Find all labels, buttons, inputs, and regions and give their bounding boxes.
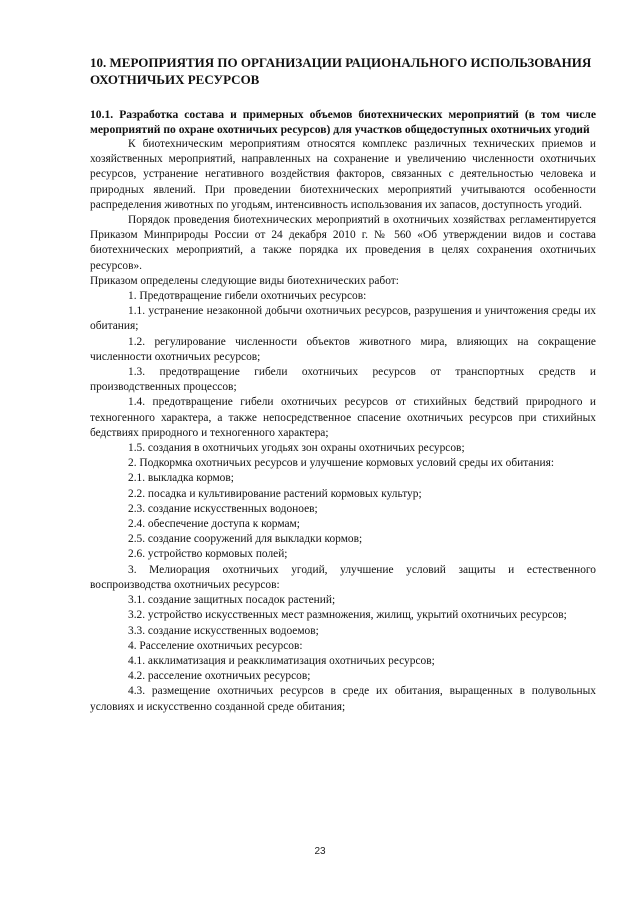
paragraph-regulation: Порядок проведения биотехнических мероприятий в охотничьих хозяйствах регламентируется Приказом Минприроды России от 24 декабря 2010 г. № 560 «Об утверждении видов и состава биотехнических мероприятий, а также порядка их проведения в целях сохранения охотничьих ресурсов».	[90, 214, 596, 272]
list-item: 3.1. создание защитных посадок растений;	[128, 594, 336, 607]
list-item: 4.2. расселение охотничьих ресурсов;	[128, 670, 311, 683]
list-item: 1.1. устранение незаконной добычи охотничьих ресурсов, разрушения и уничтожения среды их обитания;	[90, 305, 596, 333]
list-item: 4.1. акклиматизация и реакклиматизация охотничьих ресурсов;	[128, 654, 435, 667]
list-item: 3. Мелиорация охотничьих угодий, улучшение условий защиты и естественного воспроизводства охотничьих ресурсов:	[90, 563, 596, 591]
paragraph-intro: К биотехническим мероприятиям относятся комплекс различных технических приемов и хозяйственных мероприятий, направленных на сохранение и увеличению численности охотничьих ресурсов, устранение негативного воздействия факторов, связанных с деятельностью человека и природных явлений. При проведении биотехнических мероприятий учитываются особенности распределения животных по угодьям, интенсивность использования их запасов, доступность угодий.	[90, 138, 596, 211]
list-item: 1.2. регулирование численности объектов животного мира, влияющих на сокращение численности охотничьих ресурсов;	[90, 335, 596, 363]
list-item: 2.2. посадка и культивирование растений кормовых культур;	[128, 487, 422, 500]
list-item: 1.4. предотвращение гибели охотничьих ресурсов от стихийных бедствий природного и техногенного характера, а также непосредственное спасение охотничьих ресурсов при стихийных бедствиях природного и техногенного характера;	[90, 396, 596, 439]
section-title: 10. МЕРОПРИЯТИЯ ПО ОРГАНИЗАЦИИ РАЦИОНАЛЬНОГО ИСПОЛЬЗОВАНИЯ ОХОТНИЧЬИХ РЕСУРСОВ	[90, 55, 592, 87]
list-item: 2.4. обеспечение доступа к кормам;	[128, 518, 300, 531]
list-item: 1.5. создания в охотничьих угодьях зон охраны охотничьих ресурсов;	[128, 442, 465, 455]
list-item: 3.2. устройство искусственных мест размножения, жилищ, укрытий охотничьих ресурсов;	[128, 609, 567, 622]
list-item: 4. Расселение охотничьих ресурсов:	[128, 639, 303, 652]
list-item: 4.3. размещение охотничьих ресурсов в среде их обитания, выращенных в полувольных условиях и искусственно созданной среде обитания;	[90, 685, 596, 713]
list-item: 2. Подкормка охотничьих ресурсов и улучшение кормовых условий среды их обитания:	[128, 457, 554, 470]
list-item: 2.6. устройство кормовых полей;	[128, 548, 288, 561]
page-content	[90, 54, 596, 715]
list-item: 1.3. предотвращение гибели охотничьих ресурсов от транспортных средств и производственных процессов;	[90, 366, 596, 394]
list-item: 2.3. создание искусственных водоноев;	[128, 502, 318, 515]
list-item: 1. Предотвращение гибели охотничьих ресурсов:	[128, 290, 367, 303]
list-item: 2.5. создание сооружений для выкладки кормов;	[128, 533, 363, 546]
list-item: 2.1. выкладка кормов;	[128, 472, 234, 485]
list-item: 3.3. создание искусственных водоемов;	[128, 624, 319, 637]
page-number: 23	[314, 846, 326, 857]
subsection-title: 10.1. Разработка состава и примерных объемов биотехнических мероприятий (в том числе мероприятий по охране охотничьих ресурсов) для участков общедоступных охотничьих угодий	[90, 108, 596, 136]
paragraph-types-lead: Приказом определены следующие виды биотехнических работ:	[90, 274, 399, 287]
